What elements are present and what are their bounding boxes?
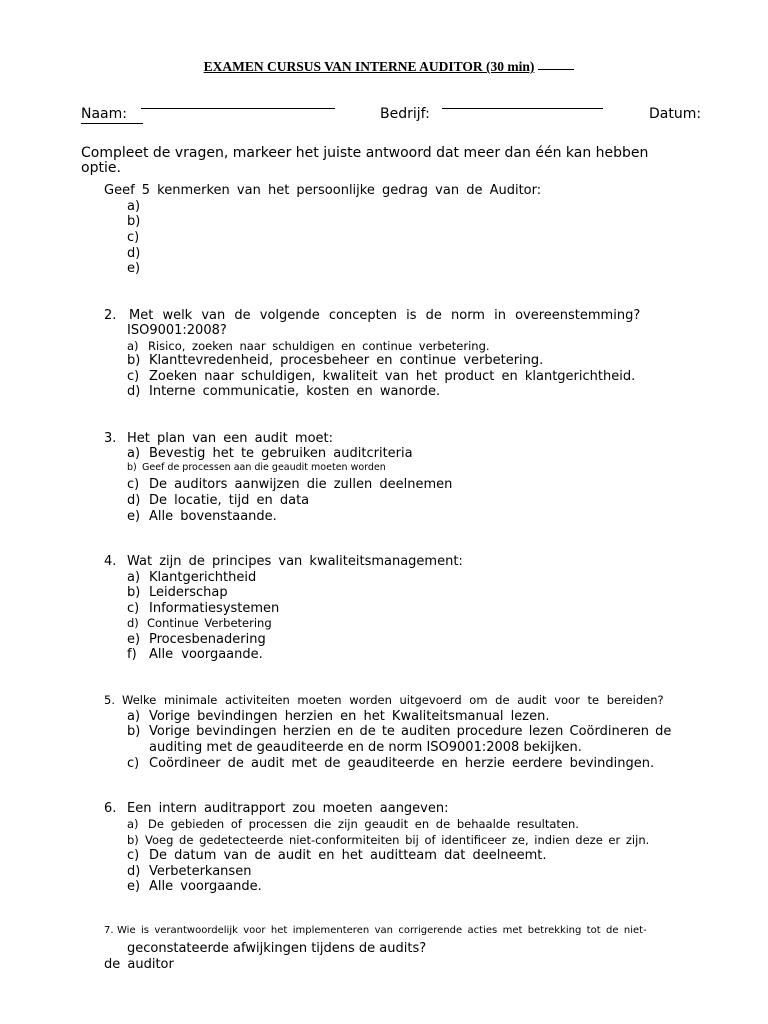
option-text: Klantgerichtheid [149,570,257,585]
option-label: b) [127,724,141,739]
option-text: Verbeterkansen [149,864,252,879]
option-text: Bevestig het te gebruiken auditcriteria [149,446,413,461]
naam-label: Naam: [81,106,127,122]
option-label: a) [127,446,141,461]
q3-option-d [127,493,309,508]
q4-option-f [127,647,263,662]
option-text: Voeg de gedetecteerde niet-conformiteiten bij of identificeer ze, indien deze er zijn. [145,833,650,847]
q2-option-a [127,339,490,353]
q6-number: 6. [104,801,117,816]
option-label: e) [127,632,141,647]
q3-option-c [127,477,452,492]
q3-option-b [127,462,386,473]
q2-text-line-2: ISO9001:2008? [127,323,227,338]
q5-option-b-line-2: auditing met de geauditeerde en de norm ISO9001:2008 bekijken. [149,740,582,755]
option-label: c) [127,601,140,616]
option-text: Continue Verbetering [147,616,272,630]
option-text: Vorige bevindingen herzien en het Kwaliteitsmanual lezen. [149,709,550,724]
q6-option-c [127,848,547,863]
option-text: De datum van de audit en het auditteam dat deelneemt. [149,848,547,863]
title-blank-line [538,69,574,70]
option-text: Zoeken naar schuldigen, kwaliteit van het product en klantgerichtheid. [149,369,636,384]
option-text: De auditors aanwijzen die zullen deelnemen [149,477,453,492]
q6-option-e [127,879,262,894]
bedrijf-field[interactable] [442,108,603,109]
q7-answer: de auditor [104,957,174,972]
q6-option-b [127,833,649,847]
q4-option-a [127,570,256,585]
q3-option-a [127,446,413,461]
option-text: De locatie, tijd en data [149,493,310,508]
option-label: e) [127,509,141,524]
q6-option-a [127,817,579,831]
option-label: c) [127,477,140,492]
option-label: f) [127,647,137,662]
q2-text-line-1: Met welk van de volgende concepten is de norm in overeenstemming? [129,308,641,323]
option-text: Alle voorgaande. [149,647,263,662]
option-label: b) [127,833,139,847]
option-label: d) [127,493,141,508]
option-text: Risico, zoeken naar schuldigen en continue verbetering. [148,339,490,353]
q3-option-e [127,509,277,524]
q6-option-d [127,864,251,879]
option-label: e) [127,879,141,894]
q4-text: Wat zijn de principes van kwaliteitsmanagement: [127,554,463,569]
option-label: b) [127,353,141,368]
option-label: b) [127,462,137,473]
naam-field[interactable] [141,108,335,109]
option-text: Geef de processen aan die geaudit moeten worden [142,462,386,473]
option-label: a) [127,339,139,353]
q5-number: 5. [104,693,115,707]
q6-text: Een intern auditrapport zou moeten aangeven: [127,801,449,816]
option-text: Coördineer de audit met de geauditeerde en herzie eerdere bevindingen. [149,756,655,771]
option-label: d) [127,616,139,630]
option-text: Klanttevredenheid, procesbeheer en continue verbetering. [149,353,544,368]
q2-option-c [127,369,635,384]
datum-label: Datum: [649,106,702,122]
option-text: Alle voorgaande. [149,879,262,894]
option-label: c) [127,848,140,863]
intro-line-1: Compleet de vragen, markeer het juiste antwoord dat meer dan één kan hebben [81,145,649,161]
option-text: Vorige bevindingen herzien en de te auditen procedure lezen Coördineren de [149,724,672,739]
exam-title [0,59,768,75]
datum-field[interactable] [81,123,143,124]
option-label: d) [127,864,141,879]
option-text: Informatiesystemen [149,601,280,616]
option-label: b) [127,585,141,600]
bedrijf-label: Bedrijf: [380,106,430,122]
option-text: De gebieden of processen die zijn geaudit en de behaalde resultaten. [148,817,579,831]
q3-text: Het plan van een audit moet: [127,431,333,446]
q4-option-d [127,616,272,630]
q4-option-c [127,601,279,616]
q4-option-e [127,632,266,647]
q1-option-c: c) [127,230,140,245]
option-text: Alle bovenstaande. [149,509,277,524]
option-label: d) [127,384,141,399]
option-label: a) [127,570,141,585]
q3-number: 3. [104,431,117,446]
q5-option-b [127,724,671,739]
option-label: c) [127,756,140,771]
q1-option-b: b) [127,214,141,229]
q1-option-d: d) [127,246,141,261]
q2-option-d [127,384,440,399]
q7-number: 7. [104,925,114,936]
q5-option-a [127,709,549,724]
q2-option-b [127,353,543,368]
q5-text: Welke minimale activiteiten moeten worden uitgevoerd om de audit voor te bereiden? [122,693,664,707]
option-text: Leiderschap [149,585,228,600]
q2-number: 2. [104,308,117,323]
option-text: Interne communicatie, kosten en wanorde. [149,384,441,399]
q1-option-a: a) [127,199,141,214]
intro-line-2: optie. [81,160,121,176]
option-label: c) [127,369,140,384]
exam-title-text: EXAMEN CURSUS VAN INTERNE AUDITOR (30 min) [203,59,535,74]
option-label: a) [127,817,139,831]
option-text: Procesbenadering [149,632,266,647]
q4-option-b [127,585,228,600]
q4-number: 4. [104,554,117,569]
q5-option-c [127,756,654,771]
q1-option-e: e) [127,261,141,276]
q1-text: Geef 5 kenmerken van het persoonlijke gedrag van de Auditor: [104,183,542,198]
q7-text-line-2: geconstateerde afwijkingen tijdens de audits? [127,941,427,956]
option-label: a) [127,709,141,724]
q7-text-line-1: Wie is verantwoordelijk voor het implementeren van corrigerende acties met betrekking tot de niet- [117,925,647,936]
